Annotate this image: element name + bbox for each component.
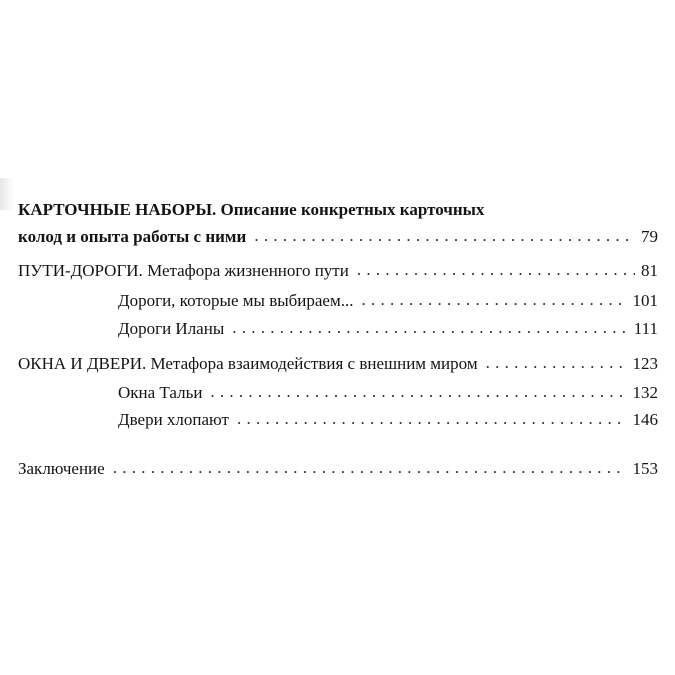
toc-dot-leader	[237, 408, 627, 430]
toc-page-number: 123	[632, 354, 658, 373]
toc-dot-leader	[486, 352, 627, 374]
toc-conclusion[interactable]	[18, 458, 658, 480]
page-edge-shadow	[0, 178, 14, 210]
toc-item-roads-ilany[interactable]	[118, 318, 658, 340]
toc-dot-leader	[254, 225, 635, 247]
toc-page-number: 132	[632, 383, 658, 402]
toc-page-number: 101	[632, 291, 658, 310]
toc-conclusion-title: Заключение	[18, 459, 105, 478]
toc-section-cards-subtitle-cont: колод и опыта работы с ними	[18, 227, 247, 246]
toc-dot-leader	[210, 381, 626, 403]
toc-section-cards-line2[interactable]	[18, 226, 658, 248]
toc-section-cards-subtitle: Описание конкретных карточных	[220, 200, 485, 219]
toc-dot-leader	[362, 289, 627, 311]
toc-item-doors-slam[interactable]	[118, 409, 658, 431]
toc-item-title: Окна Тальи	[118, 383, 203, 402]
toc-dot-leader	[113, 457, 627, 479]
toc-section-roads-heading: ПУТИ-ДОРОГИ.	[18, 261, 143, 280]
toc-item-title: Дороги Иланы	[118, 319, 225, 338]
toc-page-number: 81	[641, 261, 658, 280]
toc-section-windows-heading: ОКНА И ДВЕРИ.	[18, 354, 147, 373]
toc-dot-leader	[357, 259, 635, 281]
toc-section-roads-subtitle: Метафора жизненного пути	[147, 261, 349, 280]
toc-section-roads[interactable]	[18, 260, 658, 282]
toc-page-number: 111	[633, 319, 658, 338]
toc-section-windows-doors[interactable]	[18, 353, 658, 375]
toc-section-cards-heading: КАРТОЧНЫЕ НАБОРЫ.	[18, 200, 217, 219]
toc-page-number: 79	[641, 227, 658, 246]
toc-item-title: Дороги, которые мы выбираем...	[118, 291, 354, 310]
toc-section-cards-line1	[18, 199, 658, 221]
toc-section-windows-subtitle: Метафора взаимодействия с внешним миром	[150, 354, 478, 373]
toc-item-windows-talya[interactable]	[118, 382, 658, 404]
toc-page-number: 153	[632, 459, 658, 478]
toc-page-number: 146	[632, 410, 658, 429]
toc-item-title: Двери хлопают	[118, 410, 229, 429]
toc-item-roads-we-choose[interactable]	[118, 290, 658, 312]
toc-dot-leader	[232, 317, 628, 339]
